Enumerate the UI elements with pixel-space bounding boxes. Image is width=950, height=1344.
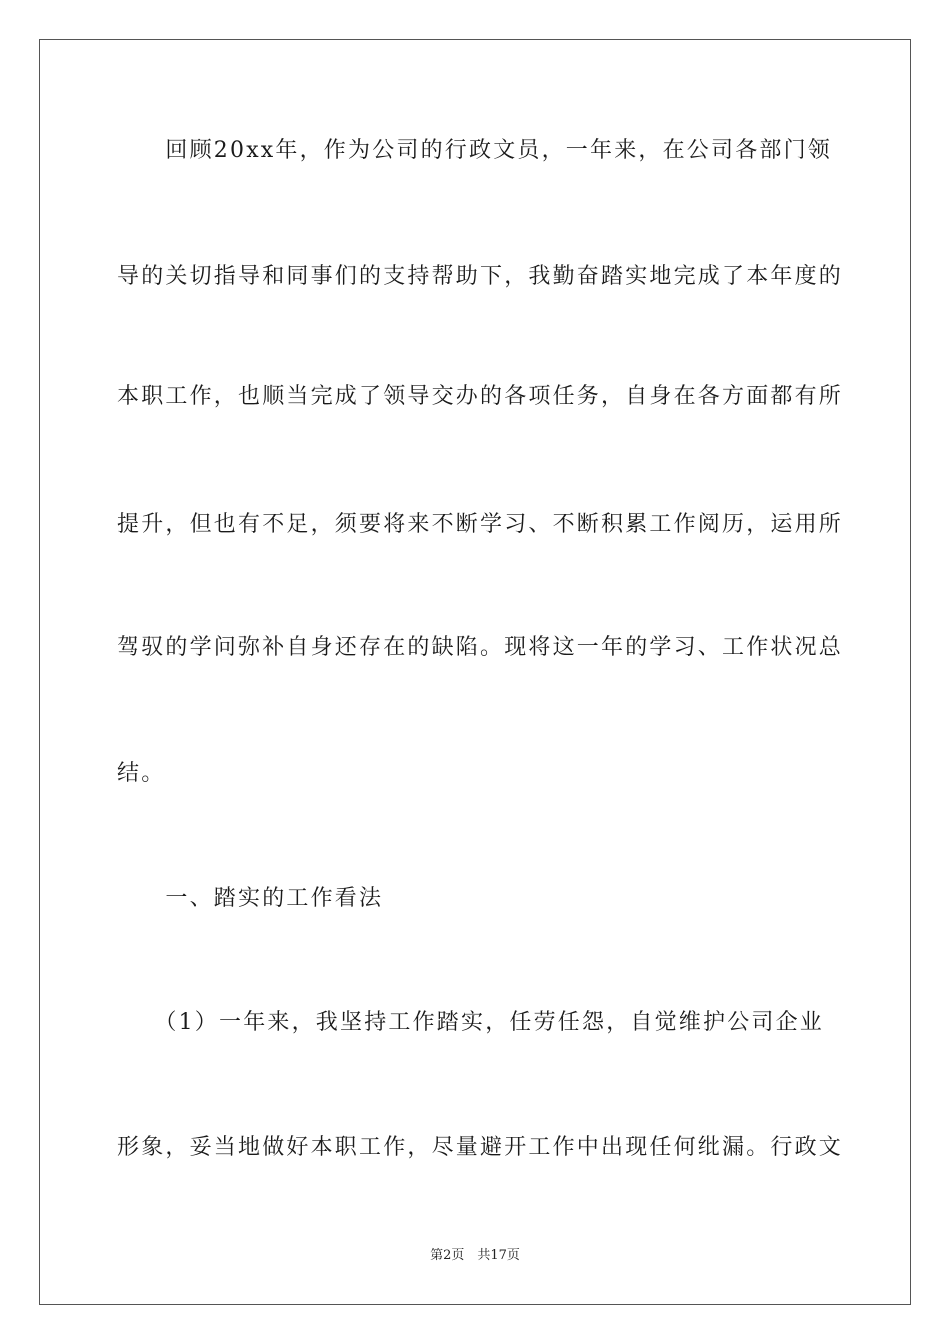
- body-text-line-7: （1）一年来，我坚持工作踏实，任劳任怨，自觉维护公司企业: [117, 1010, 824, 1035]
- body-text-line-4: 提升，但也有不足，须要将来不断学习、不断积累工作阅历，运用所: [117, 512, 844, 537]
- body-text-line-1: 回顾20xx年，作为公司的行政文员，一年来，在公司各部门领: [117, 138, 833, 163]
- body-text-line-2: 导的关切指导和同事们的支持帮助下，我勤奋踏实地完成了本年度的: [117, 264, 844, 289]
- page-border: [39, 39, 911, 1305]
- body-text-line-6: 结。: [117, 761, 166, 786]
- body-text-line-3: 本职工作，也顺当完成了领导交办的各项任务，自身在各方面都有所: [117, 384, 844, 409]
- body-text-line-5: 驾驭的学问弥补自身还存在的缺陷。现将这一年的学习、工作状况总: [117, 635, 844, 660]
- body-text-line-8: 形象，妥当地做好本职工作，尽量避开工作中出现任何纰漏。行政文: [117, 1135, 844, 1160]
- section-heading: 一、踏实的工作看法: [117, 886, 384, 911]
- page-number-footer: 第2页 共17页: [430, 1248, 520, 1263]
